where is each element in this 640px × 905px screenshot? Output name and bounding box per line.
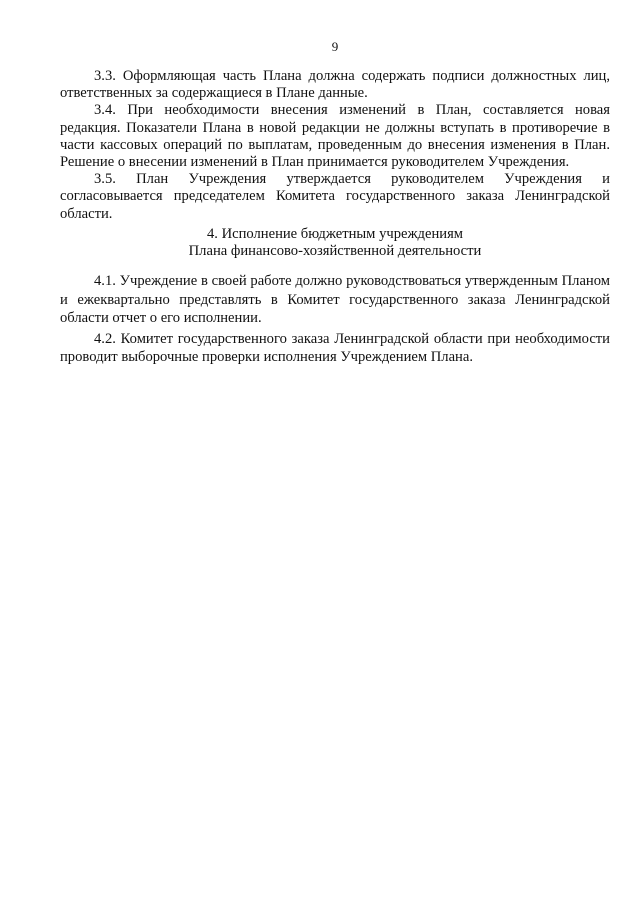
section-4-block	[60, 272, 610, 367]
paragraph-3-4: 3.4. При необходимости внесения изменений в План, составляется новая редакция. Показатели Плана в новой редакции не должны вступать в противоречие в части кассовых операций по выплатам, проведенным до внесения изменения в План. Решение о внесении изменений в План принимается руководителем Учреждения.	[60, 102, 610, 171]
section-4-heading-line-2: Плана финансово-хозяйственной деятельности	[188, 243, 482, 260]
section-4-heading-line-1: 4. Исполнение бюджетным учреждениям	[206, 226, 464, 242]
section-4-heading	[60, 226, 610, 260]
paragraph-3-5: 3.5. План Учреждения утверждается руководителем Учреждения и согласовывается председателем Комитета государственного заказа Ленинградской области.	[60, 171, 610, 222]
section-3-block	[60, 68, 610, 223]
page-number: 9	[331, 39, 339, 54]
paragraph-3-3: 3.3. Оформляющая часть Плана должна содержать подписи должностных лиц, ответственных за содержащиеся в Плане данные.	[60, 68, 610, 102]
paragraph-4-2: 4.2. Комитет государственного заказа Ленинградской области при необходимости проводит выборочные проверки исполнения Учреждением Плана.	[60, 330, 610, 366]
paragraph-4-1: 4.1. Учреждение в своей работе должно руководствоваться утвержденным Планом и ежеквартально представлять в Комитет государственного заказа Ленинградской области отчет о его исполнении.	[60, 273, 610, 327]
